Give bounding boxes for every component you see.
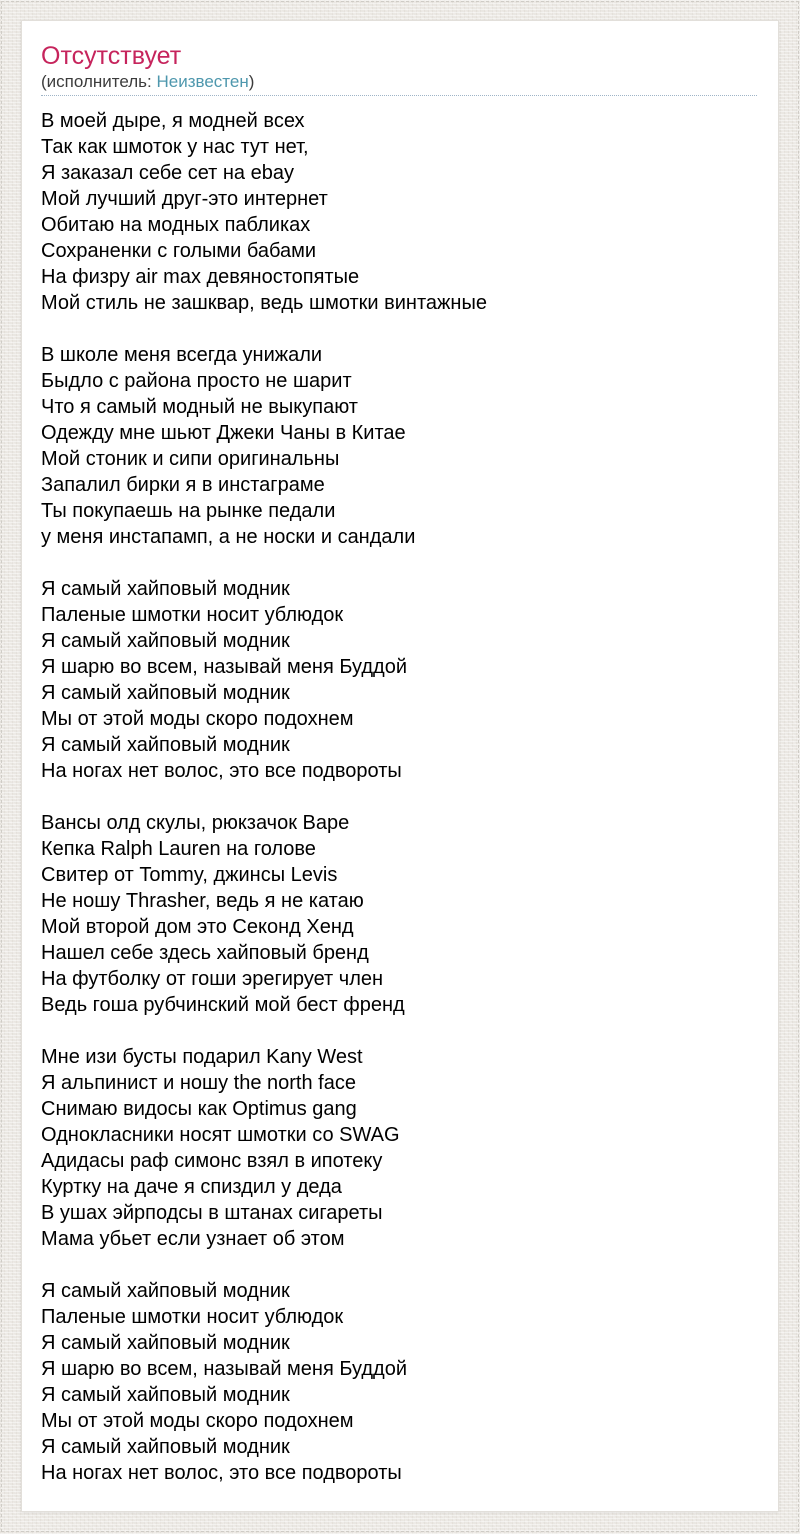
lyric-line: Я заказал себе сет на ebay [41, 162, 294, 184]
lyric-line: В ушах эйрподсы в штанах сигареты [41, 1202, 383, 1224]
stanza [41, 1278, 757, 1486]
lyric-line: Быдло с района просто не шарит [41, 370, 352, 392]
lyric-line: В школе меня всегда унижали [41, 344, 323, 366]
artist-link[interactable]: Неизвестен [156, 72, 249, 91]
stanza [41, 810, 757, 1018]
lyric-line: Я самый хайповый модник [41, 1384, 290, 1406]
lyric-line: Мама убьет если узнает об этом [41, 1228, 345, 1250]
lyric-line: Мой лучший друг-это интернет [41, 188, 328, 210]
artist-label: (исполнитель: [41, 72, 157, 91]
lyric-line: Кепка Ralph Lauren на голове [41, 838, 316, 860]
lyric-line: Паленые шмотки носит ублюдок [41, 604, 344, 626]
lyric-line: Мы от этой моды скоро подохнем [41, 708, 354, 730]
stanza [41, 108, 757, 316]
lyric-line: Паленые шмотки носит ублюдок [41, 1306, 344, 1328]
stanza [41, 342, 757, 550]
lyric-line: Не ношу Thrasher, ведь я не катаю [41, 890, 364, 912]
lyric-line: Я самый хайповый модник [41, 734, 290, 756]
lyric-line: Одежду мне шьют Джеки Чаны в Китае [41, 422, 406, 444]
lyric-line: Мой стоник и сипи оригинальны [41, 448, 340, 470]
lyric-line: Я самый хайповый модник [41, 1436, 290, 1458]
lyric-line: Что я самый модный не выкупают [41, 396, 358, 418]
lyric-line: Мы от этой моды скоро подохнем [41, 1410, 354, 1432]
lyrics-card [21, 20, 779, 1512]
lyric-line: Вансы олд скулы, рюкзачок Bape [41, 812, 350, 834]
lyric-line: Обитаю на модных пабликах [41, 214, 311, 236]
lyric-line: Нашел себе здесь хайповый бренд [41, 942, 369, 964]
lyric-line: Я самый хайповый модник [41, 682, 290, 704]
lyric-line: Я альпинист и ношу the north face [41, 1072, 356, 1094]
lyric-line: На ногах нет волос, это все подвороты [41, 760, 402, 782]
lyric-line: Так как шмоток у нас тут нет, [41, 136, 309, 158]
lyric-line: Ведь гоша рубчинский мой бест френд [41, 994, 405, 1016]
lyric-line: Я самый хайповый модник [41, 1332, 290, 1354]
lyric-line: у меня инстапамп, а не носки и сандали [41, 526, 416, 548]
lyric-line: Мой стиль не зашквар, ведь шмотки винтажные [41, 292, 487, 314]
artist-close-paren: ) [248, 72, 255, 91]
lyric-line: Снимаю видосы как Optimus gang [41, 1098, 357, 1120]
lyric-line: Однокласники носят шмотки со SWAG [41, 1124, 400, 1146]
lyric-line: Адидасы раф симонс взял в ипотеку [41, 1150, 383, 1172]
lyric-line: Я шарю во всем, называй меня Буддой [41, 1358, 408, 1380]
lyric-line: На ногах нет волос, это все подвороты [41, 1462, 402, 1484]
lyric-line: Запалил бирки я в инстаграме [41, 474, 325, 496]
song-title: Отсутствует [41, 42, 182, 70]
lyric-line: Куртку на даче я спиздил у деда [41, 1176, 342, 1198]
lyric-line: Я самый хайповый модник [41, 1280, 290, 1302]
lyric-line: Я самый хайповый модник [41, 630, 290, 652]
artist-line [41, 71, 757, 96]
lyric-line: На футболку от гоши эрегирует член [41, 968, 384, 990]
lyrics-text [41, 108, 757, 1486]
lyric-line: Ты покупаешь на рынке педали [41, 500, 336, 522]
lyric-line: Сохраненки с голыми бабами [41, 240, 317, 262]
lyric-line: Я самый хайповый модник [41, 578, 290, 600]
lyric-line: Мой второй дом это Секонд Хенд [41, 916, 354, 938]
lyric-line: Я шарю во всем, называй меня Буддой [41, 656, 408, 678]
stanza [41, 1044, 757, 1252]
lyric-line: Мне изи бусты подарил Kany West [41, 1046, 363, 1068]
lyric-line: В моей дыре, я модней всех [41, 110, 305, 132]
song-header [41, 41, 757, 96]
lyric-line: Свитер от Tommy, джинсы Levis [41, 864, 338, 886]
lyric-line: На физру air max девяностопятые [41, 266, 360, 288]
stanza [41, 576, 757, 784]
